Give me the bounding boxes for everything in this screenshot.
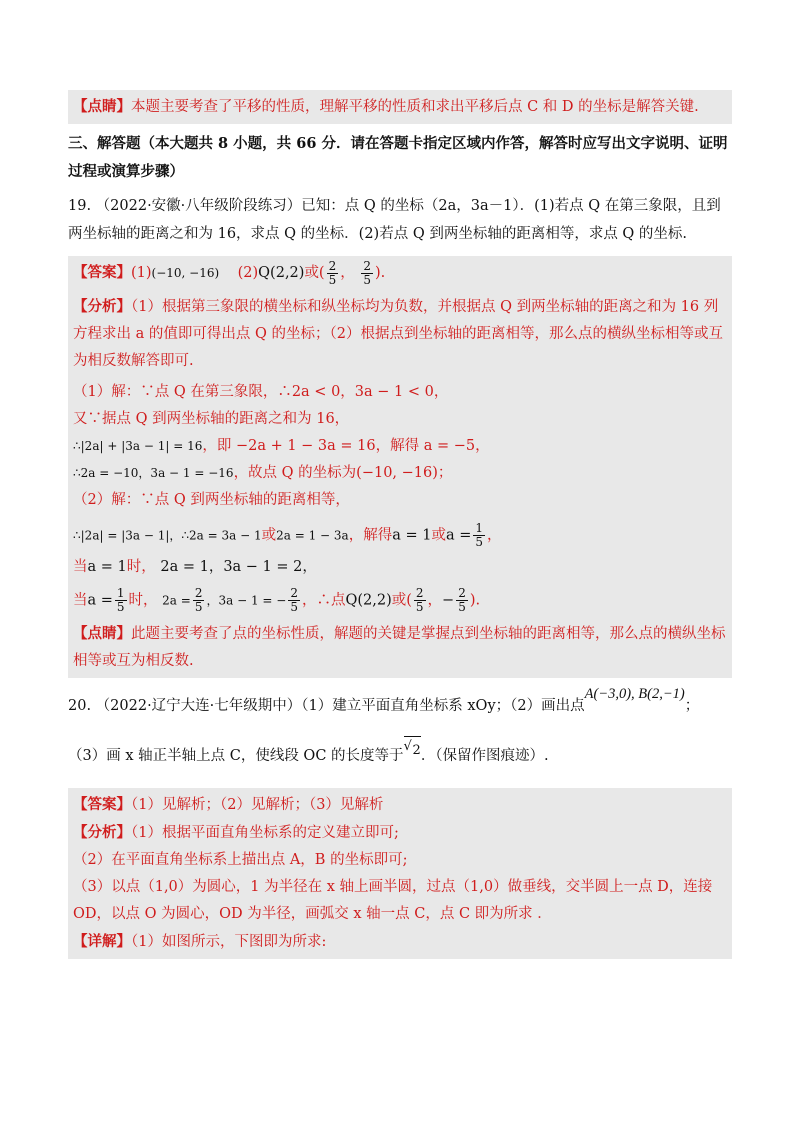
analysis — [73, 293, 727, 375]
section-heading: 三、解答题（本大题共 8 小题，共 66 分．请在答题卡指定区域内作答，解答时应写出文字说明、证明过程或演算步骤） — [68, 135, 728, 180]
answer-line — [73, 791, 727, 819]
equation: 2a = 1 − 3a — [276, 528, 349, 543]
equation: ∴|2a| + |3a − 1| = 16 — [73, 439, 203, 453]
frac-num: 1 — [116, 585, 125, 600]
answer-tag: 【答案】 — [73, 796, 131, 813]
frac-den: 5 — [290, 599, 298, 614]
frac-den: 5 — [116, 599, 125, 614]
comma: ， — [340, 265, 355, 281]
frac-num: 2 — [328, 258, 337, 273]
answer-block-19 — [68, 256, 732, 678]
frac-num: 2 — [194, 585, 203, 600]
dianjing-tag: 【点睛】 — [73, 98, 131, 115]
equation: a = — [445, 527, 472, 544]
fraction — [288, 587, 300, 614]
comma: ， — [487, 527, 502, 544]
when-suffix: 时， — [128, 592, 158, 608]
analysis-tag: 【分析】 — [73, 824, 131, 841]
equation: a = 1 — [87, 558, 127, 575]
frac-den: 5 — [475, 535, 483, 549]
minus: − — [442, 592, 455, 608]
frac-num: 2 — [415, 585, 424, 600]
frac-num: 2 — [363, 258, 371, 273]
answer-part2-value: Q(2,2) — [258, 265, 305, 281]
question-20-part3 — [68, 742, 732, 770]
point-word: ，∴点 — [301, 592, 346, 608]
equation: ，∴2a = 3a − 1 — [169, 528, 262, 543]
solution-step-5: （2）解：∵点 Q 到两坐标轴的距离相等， — [73, 492, 350, 508]
semicolon: ； — [684, 698, 700, 714]
answer-part1-value: (−10, −16) — [151, 266, 220, 280]
equation-text: ，即 −2a + 1 − 3a = 16，解得 a = −5， — [202, 438, 490, 454]
equation: a = 1 — [392, 527, 432, 544]
analysis-line-3: （3）以点（1,0）为圆心，1 为半径在 x 轴上画半圆，过点（1,0）做垂线，交半圆上一点 D，连接 OD，以点 O 为圆心，OD 为半径，画弧交 x 轴一点 C，点 C 即为所求 ． — [73, 879, 713, 922]
equation: Q(2,2) — [345, 592, 392, 608]
when-word: 当 — [73, 558, 88, 575]
analysis — [73, 819, 727, 847]
question-text-end: ．（保留作图痕迹）. — [420, 748, 549, 764]
frac-den: 5 — [194, 599, 203, 614]
answer-part2-label: (2) — [237, 265, 259, 281]
detail — [73, 928, 727, 956]
end-paren: ). — [469, 592, 481, 608]
fraction — [414, 587, 426, 614]
answer-line — [73, 259, 727, 287]
answer-or: 或( — [304, 265, 325, 281]
question-part1: (1)若点 Q 在第三象限，且到两坐标轴的距离之和为 16，求点 Q 的坐标． — [68, 198, 721, 242]
solution-step-8 — [73, 587, 727, 615]
or-word: 或( — [391, 592, 412, 608]
equation: ∴|2a| = |3a − 1| — [73, 528, 170, 543]
question-text: （2022·辽宁大连·七年级期中）（1）建立平面直角坐标系 xOy；（2）画出点 — [95, 698, 585, 714]
answer-part1-label: (1) — [131, 265, 152, 281]
dianjing-tag: 【点睛】 — [73, 625, 131, 642]
answer-end: ). — [375, 265, 386, 281]
sqrt-expression — [404, 736, 421, 765]
fraction — [361, 260, 373, 287]
solution-step-6 — [73, 522, 727, 550]
solution-step-1: （1）解：∵点 Q 在第三象限，∴2a < 0，3a − 1 < 0， — [73, 384, 449, 400]
solve-word: ，解得 — [348, 527, 393, 544]
frac-den: 5 — [458, 599, 466, 614]
question-points: A(−3,0), B(2,−1) — [584, 686, 685, 702]
question-part2: (2)若点 Q 到两坐标轴的距离相等，求点 Q 的坐标. — [358, 226, 688, 242]
analysis-text: （1）根据第三象限的横坐标和纵坐标均为负数，并根据点 Q 到两坐标轴的距离之和为 16 列方程求出 a 的值即可得出点 Q 的坐标；（2）根据点到坐标轴的距离相等，那么点的横纵坐标相等或互为相反数解答即可. — [73, 299, 723, 369]
frac-num: 2 — [290, 585, 298, 600]
question-source: （2022·安徽·八年级阶段练习）已知：点 Q 的坐标（2a，3a－1）． — [95, 198, 535, 214]
question-20 — [68, 686, 732, 720]
solution-step-4 — [73, 460, 727, 487]
equation: ∴2a = −10，3a − 1 = −16 — [73, 466, 234, 480]
when-suffix: 时， — [126, 558, 156, 575]
analysis-text: （1）根据平面直角坐标系的定义建立即可; — [131, 825, 399, 841]
frac-den: 5 — [363, 272, 371, 287]
frac-num: 2 — [458, 585, 466, 600]
dianjing-note-prev — [68, 90, 732, 124]
solution-step-3 — [73, 433, 727, 460]
fraction — [193, 587, 205, 614]
analysis-tag: 【分析】 — [73, 298, 131, 315]
question-number: 20. — [68, 698, 92, 714]
or-word: 或 — [261, 527, 277, 544]
frac-den: 5 — [415, 599, 424, 614]
answer-tag: 【答案】 — [73, 264, 131, 281]
equation: a = — [87, 592, 113, 608]
dianjing-text: 此题主要考查了点的坐标性质，解题的关键是掌握点到坐标轴的距离相等，那么点的横纵坐标相等或互为相反数. — [73, 626, 726, 669]
frac-den: 5 — [328, 272, 337, 287]
question-text: （3）画 x 轴正半轴上点 C，使线段 OC 的长度等于 — [68, 748, 404, 764]
answer-block-20 — [68, 788, 732, 959]
dianjing-19 — [73, 620, 727, 675]
fraction — [456, 587, 468, 614]
comma: ， — [427, 592, 443, 608]
detail-tag: 【详解】 — [73, 933, 131, 950]
when-word: 当 — [73, 592, 88, 608]
equation: ，3a − 1 = − — [206, 593, 287, 607]
or-word: 或 — [431, 527, 446, 544]
answer-text: （1）见解析；（2）见解析；（3）见解析 — [131, 797, 384, 813]
question-19 — [68, 192, 732, 248]
dianjing-text: 本题主要考查了平移的性质，理解平移的性质和求出平移后点 C 和 D 的坐标是解答关键. — [131, 99, 699, 115]
fraction — [327, 260, 339, 287]
question-number: 19. — [68, 198, 92, 214]
solution-step-2: 又∵据点 Q 到两坐标轴的距离之和为 16， — [73, 411, 350, 427]
sqrt-arg: 2 — [412, 743, 421, 758]
frac-num: 1 — [475, 521, 483, 535]
equation: 2a = — [162, 593, 191, 607]
fraction — [115, 587, 127, 614]
analysis-line-2: （2）在平面直角坐标系上描出点 A，B 的坐标即可; — [73, 852, 408, 868]
fraction — [473, 522, 485, 549]
detail-text: （1）如图所示，下图即为所求: — [131, 934, 327, 950]
equation: 2a = 1，3a − 1 = 2， — [160, 558, 317, 575]
equation-text: ，故点 Q 的坐标为(−10, −16)； — [233, 465, 453, 481]
solution-step-7 — [73, 554, 727, 581]
page-content — [68, 90, 732, 959]
